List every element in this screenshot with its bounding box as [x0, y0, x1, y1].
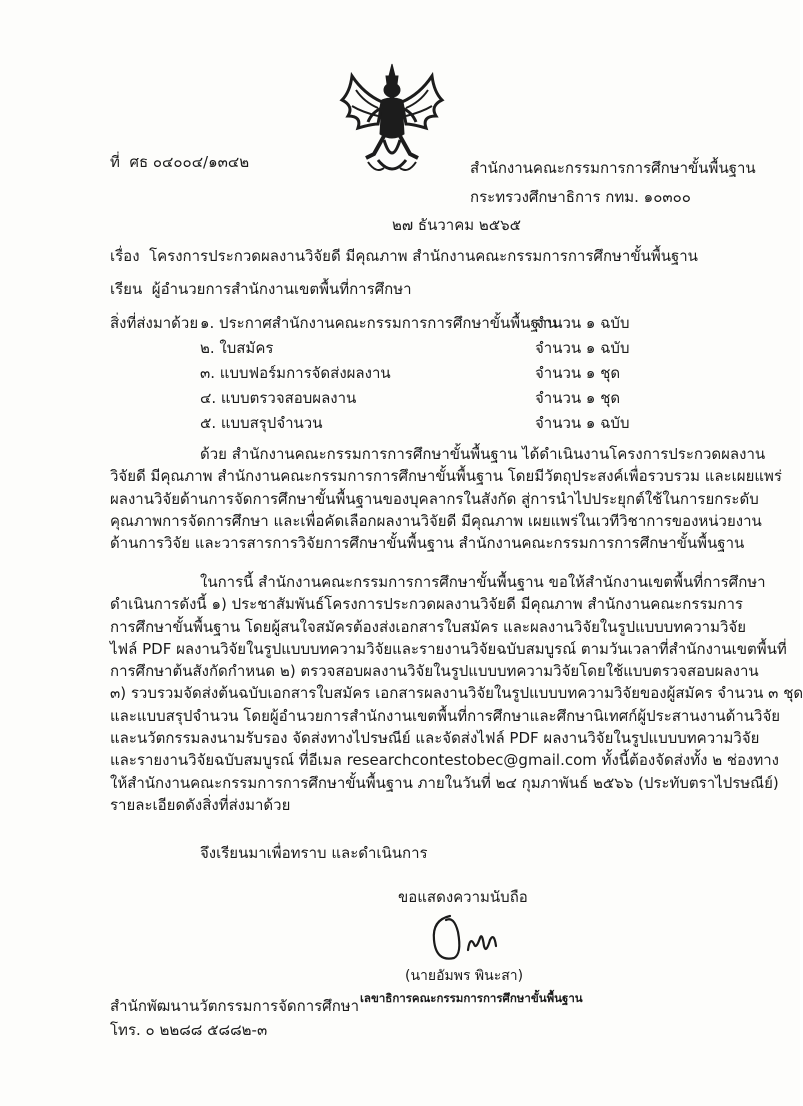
letter-date: ๒๗ ธันวาคม ๒๕๖๕ [392, 216, 521, 234]
footer-phone: โทร. ๐ ๒๒๘๘ ๕๘๘๒-๓ [110, 1021, 268, 1039]
enclosure-row [110, 313, 680, 335]
signatory-name: (นายอัมพร พินะสา) [405, 968, 524, 984]
paragraph-line: วิจัยดี มีคุณภาพ สำนักงานคณะกรรมการการศึกษาขั้นพื้นฐาน โดยมีวัตถุประสงค์เพื่อรวบรวม และเผยแพร่ [110, 467, 782, 486]
enclosure-item: ๕. แบบสรุปจำนวน [200, 414, 323, 432]
garuda-emblem-icon [338, 62, 446, 180]
paragraph-line: รายละเอียดดังสิ่งที่ส่งมาด้วย [110, 795, 291, 814]
subject-label: เรื่อง [110, 247, 140, 265]
paragraph-line: ด้วย สำนักงานคณะกรรมการการศึกษาขั้นพื้นฐาน ได้ดำเนินงานโครงการประกวดผลงาน [200, 445, 766, 463]
issuer-line-1: สำนักงานคณะกรรมการการศึกษาขั้นพื้นฐาน [470, 159, 756, 177]
paragraph-line: ด้านการวิจัย และวารสารการวิจัยการศึกษาขั้นพื้นฐาน สำนักงานคณะกรรมการการศึกษาขั้นพื้นฐาน [110, 534, 745, 553]
enclosure-item: ๔. แบบตรวจสอบผลงาน [200, 389, 357, 407]
paragraph-line: การศึกษาต้นสังกัดกำหนด ๒) ตรวจสอบผลงานวิจัยในรูปแบบบทความวิจัยโดยใช้แบบตรวจสอบผลงาน [110, 662, 759, 681]
body-paragraph-2 [110, 571, 803, 816]
enclosure-qty: จำนวน ๑ ชุด [535, 364, 621, 382]
paragraph-line: ๓) รวบรวมจัดส่งต้นฉบับเอกสารใบสมัคร เอกสารผลงานวิจัยในรูปแบบบทความวิจัยของผู้สมัคร จำนวน ๓ ชุด [110, 684, 803, 703]
subject-line [110, 246, 698, 266]
handwritten-signature-icon [428, 910, 518, 965]
body-paragraph-1 [110, 443, 782, 554]
paragraph-line: ดำเนินการดังนี้ ๑) ประชาสัมพันธ์โครงการประกวดผลงานวิจัยดี มีคุณภาพ สำนักงานคณะกรรมการ [110, 595, 743, 614]
signatory-position: เลขาธิการคณะกรรมการการศึกษาขั้นพื้นฐาน [360, 991, 583, 1005]
recipient-text: ผู้อำนวยการสำนักงานเขตพื้นที่การศึกษา [151, 280, 412, 298]
paragraph-line: ในการนี้ สำนักงานคณะกรรมการการศึกษาขั้นพื้นฐาน ขอให้สำนักงานเขตพื้นที่การศึกษา [200, 573, 766, 591]
paragraph-line: และแบบสรุปจำนวน โดยผู้อำนวยการสำนักงานเขตพื้นที่การศึกษาและศึกษานิเทศก์ผู้ประสานงานด้านวิจัย [110, 706, 781, 725]
paragraph-line: การศึกษาขั้นพื้นฐาน โดยผู้สนใจสมัครต้องส่งเอกสารใบสมัคร และผลงานวิจัยในรูปแบบบทความวิจัย [110, 617, 746, 636]
recipient-line [110, 279, 412, 299]
paragraph-line: และรายงานวิจัยฉบับสมบูรณ์ ที่อีเมล researchcontestobec@gmail.com ทั้งนี้ต้องจัดส่งทั้ง ๒ ช่องทาง [110, 751, 779, 770]
enclosure-row [110, 363, 680, 385]
enclosure-item: ๒. ใบสมัคร [200, 339, 274, 357]
salutation: ขอแสดงความนับถือ [398, 888, 528, 906]
enclosure-qty: จำนวน ๑ ชุด [535, 389, 621, 407]
paragraph-line: คุณภาพการจัดการศึกษา และเพื่อคัดเลือกผลงานวิจัยดี มีคุณภาพ เผยแพร่ในเวทีวิชาการของหน่วยงาน [110, 511, 762, 530]
closing-line: จึงเรียนมาเพื่อทราบ และดำเนินการ [200, 844, 428, 862]
paragraph-line: ไฟล์ PDF ผลงานวิจัยในรูปแบบบทความวิจัยและรายงานวิจัยฉบับสมบูรณ์ ตามวันเวลาที่สำนักงานเขตพื้นที่ [110, 639, 787, 658]
paragraph-line: ผลงานวิจัยด้านการจัดการศึกษาขั้นพื้นฐานของบุคลากรในสังกัด สู่การนำไปประยุกต์ใช้ในการยกระดับ [110, 489, 759, 508]
reference-label: ที่ [110, 153, 120, 171]
enclosure-qty: จำนวน ๑ ฉบับ [535, 314, 630, 332]
footer-office: สำนักพัฒนานวัตกรรมการจัดการศึกษา [110, 997, 360, 1015]
reference-line [110, 152, 249, 172]
enclosure-qty: จำนวน ๑ ฉบับ [535, 414, 630, 432]
enclosures-label: สิ่งที่ส่งมาด้วย [110, 314, 199, 332]
enclosure-qty: จำนวน ๑ ฉบับ [535, 339, 630, 357]
enclosure-item: ๑. ประกาศสำนักงานคณะกรรมการการศึกษาขั้นพื้นฐาน [200, 314, 558, 332]
enclosure-item: ๓. แบบฟอร์มการจัดส่งผลงาน [200, 364, 391, 382]
reference-number: ศธ ๐๔๐๐๔/๑๓๔๒ [129, 153, 250, 171]
paragraph-line: และนวัตกรรมลงนามรับรอง จัดส่งทางไปรษณีย์ และจัดส่งไฟล์ PDF ผลงานวิจัยในรูปแบบบทความวิจัย [110, 729, 760, 748]
issuer-line-2: กระทรวงศึกษาธิการ กทม. ๑๐๓๐๐ [470, 188, 691, 206]
subject-text: โครงการประกวดผลงานวิจัยดี มีคุณภาพ สำนักงานคณะกรรมการการศึกษาขั้นพื้นฐาน [149, 247, 698, 265]
recipient-label: เรียน [110, 280, 143, 298]
paragraph-line: ให้สำนักงานคณะกรรมการการศึกษาขั้นพื้นฐาน ภายในวันที่ ๒๔ กุมภาพันธ์ ๒๕๖๖ (ประทับตราไปรษณีย์) [110, 773, 779, 792]
enclosure-row [110, 413, 680, 435]
enclosure-row [110, 388, 680, 410]
enclosure-row [110, 338, 680, 360]
